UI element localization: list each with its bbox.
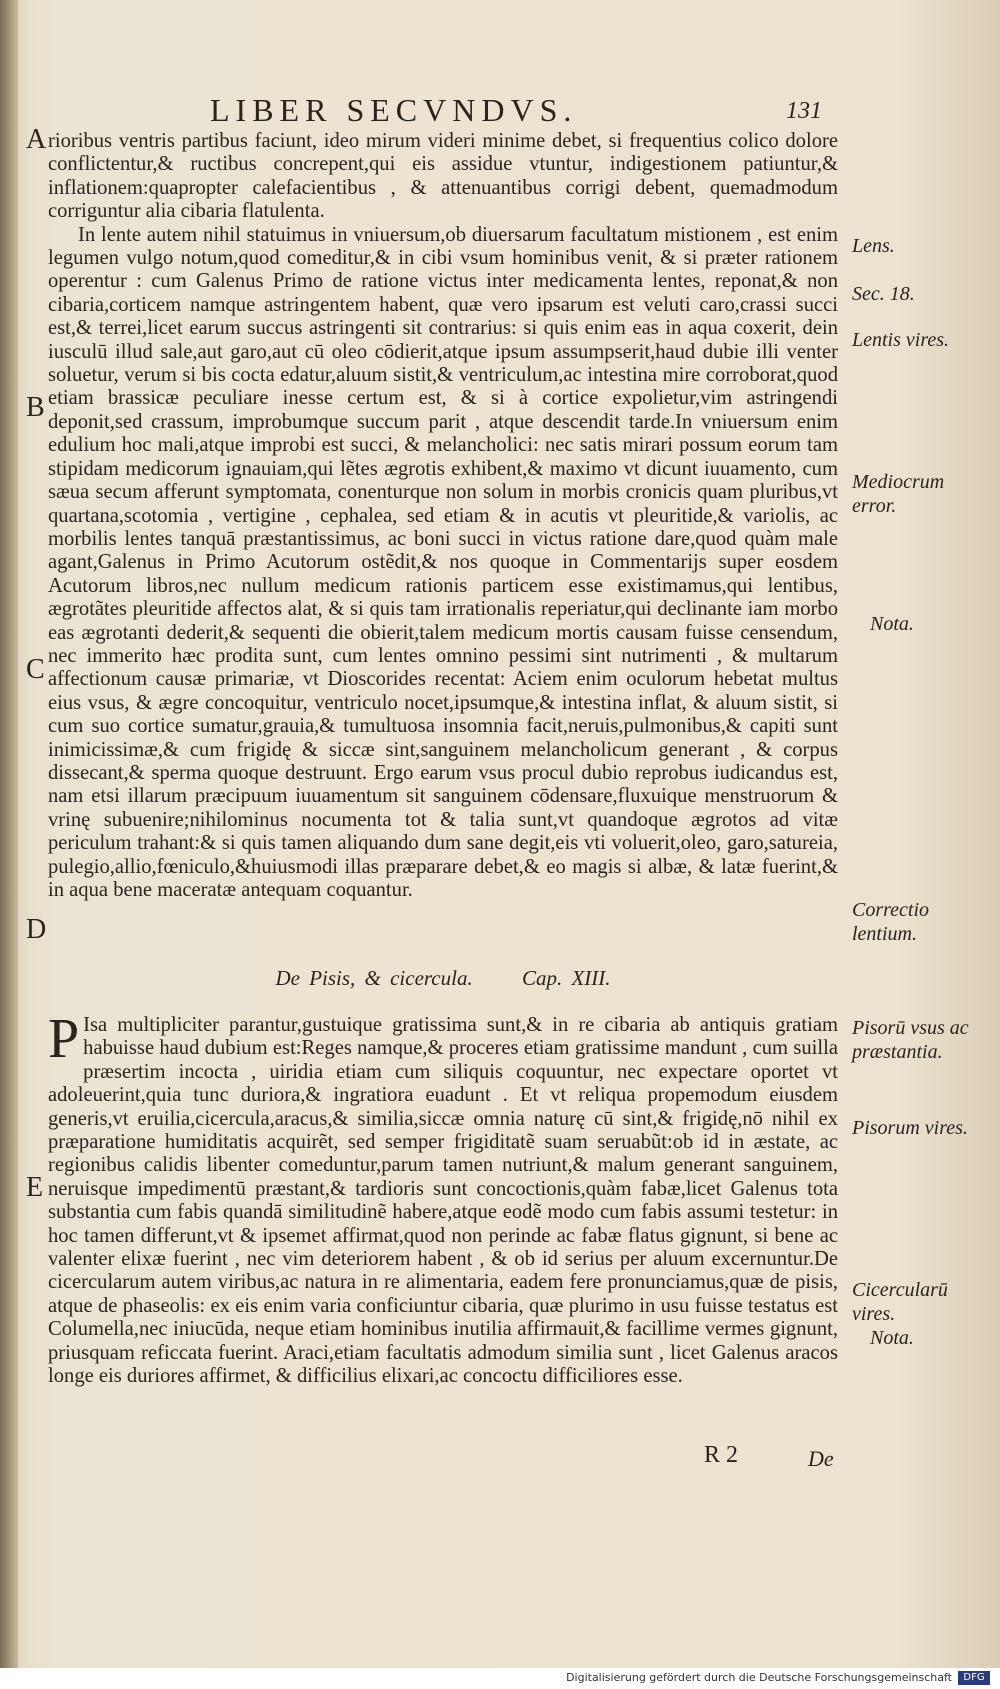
paragraph-1: rioribus ventris partibus faciunt, ideo mirum videri minime debet, si frequentius colico dolore conflictentur,& ructibus concrepent,qui eis assidue vtuntur, indigestionem patiuntur,& inflationem:quapropter calefacientibus , & attenuantibus corrigi debent, quemadmodum corriguntur alia cibaria flatulenta. <box>48 130 838 223</box>
section-letter-d: D <box>26 914 47 945</box>
section-letter-e: E <box>26 1172 44 1203</box>
catchword: De <box>808 1446 834 1471</box>
page-header <box>0 92 1000 132</box>
paragraph-3: Isa multipliciter parantur,gustuique gratissima sunt,& in re cibaria ab antiquis gratiam habuisse haud dubium est:Reges namque,& proceres etiam gratissime mandunt , cum suilla præsertim incocta , uiridia etiam cum siliquis coquuntur, nec expectare oportet vt adoleuerint,quia tunc duriora,& ingratiora euadunt . Et vt reliqua propemodum eiusdem generis,vt eruilia,cicercula,aracus,& similia,siccæ omnia naturę cū sint,& frigidę,nō nihil ex præparatione humiditatis acquirẽt, sed semper frigiditatẽ suam seruabũt:ob id in æstate, ac regionibus calidis libenter comeduntur,parum tamen nutriunt,& malum generant sanguinem, neruisque impedimentū præstant,& tardioris sunt concoctionis,quàm fabæ,licet Galenus tota substantia cum fabis quandā similitudinẽ habere,atque eodẽ modo cum fabis assumi testetur: in hoc tamen differunt,vt & ipsemet affirmat,quod non perinde ac fabæ flatus gignunt, si bene ac valenter elixæ fuerint , nec vim deteriorem habent , & ob id serius per aluum excernuntur.De cicercularum autem viribus,ac natura in re alimentaria, eadem fere pronunciamus,quæ de pisis, atque de phaseolis: ex eis enim varia conficiuntur cibaria, quæ plurimo in usu fuisse testatus est Columella,nec iniucūda, neque etiam hominibus inutilia affirmauit,& facillime vermes gignunt, priusquam reficcata fuerint. Araci,etiam facultatis admodum similia sunt , licet Galenus aracos longe eis duriores affirmet, & difficilius elixari,ac concoctu difficiliores esse. <box>48 1014 838 1388</box>
running-title: LIBER SECVNDVS. <box>210 92 578 128</box>
margin-note-pisorum-vires: Pisorum vires. <box>852 1117 968 1139</box>
chapter-text-block <box>48 1008 838 1389</box>
section-letter-c: C <box>26 654 45 685</box>
page-number: 131 <box>786 98 822 124</box>
drop-cap: P <box>48 1008 80 1070</box>
chapter-heading <box>48 966 838 991</box>
chapter-number: Cap. XIII. <box>521 966 611 990</box>
margin-note-correctio: Correctio lentium. <box>852 899 930 945</box>
margin-note-sec: Sec. 18. <box>852 283 915 305</box>
chapter-title: De Pisis, & cicercula. <box>275 966 473 990</box>
digitization-banner <box>0 1668 1000 1689</box>
section-letter-a: A <box>26 124 47 155</box>
margin-note-pisorum-usus: Pisorū vsus ac præstantia. <box>852 1017 969 1063</box>
banner-text: Digitalisierung gefördert durch die Deutsche Forschungsgemeinschaft <box>566 1671 952 1684</box>
margin-note-nota-2: Nota. <box>870 1327 914 1349</box>
main-text-block <box>48 130 838 902</box>
paragraph-2: In lente autem nihil statuimus in vniuersum,ob diuersarum facultatum mistionem , est enim legumen vulgo notum,quod comeditur,& in cibi vsum hominibus venit, & si præter rationem operentur : cum Galenus Primo de ratione victus inter medicamenta lentes, reponat,& non cibaria,corticem namque astringentem habent, quæ vero ipsarum est veluti caro,crassi succi est,& terrei,licet earum succus astringenti sit contrarius: si quis enim eas in aqua coxerit, dein iusculū illud sale,aut garo,aut cū oleo cōdierit,atque ipsum assumpserit,haud dubie illi venter soluetur, verum si bis cocta edatur,aluum sistit,& ventriculum,ac intestina mire corroborat,quod etiam brassicæ peculiare inesse certum est, & si à cortice expolietur,vim astringendi deponit,sed crassum, improbumque succum parit , atque descendit tarde.In vniuersum enim edulium hoc mali,atque improbi est succi, & melancholici: nec satis mirari possum eorum tam stipidam medicorum ignauiam,qui lẽtes ægrotis exhibent,& maximo vt dicunt iuuamento, cum sæua secum afferunt symptomata, conenturque non solum in morbis cronicis quam pluribus,vt quartana,scotomia , vertigine , cephalea, sed etiam & in acutis vt pleuritide,& variolis, ac morbilis lentes tanquā præstantissimus, ac boni succi in victus ratione dare,quod quàm male agant,Galenus in Primo Acutorum ostẽdit,& nos quoque in Commentarijs super eosdem Acutorum libros,nec nullum medicum rationis particem esse existimamus,qui lentibus, ægrotãtes pleuritide affectos alat, & si quis tam irrationalis reperiatur,qui declinante iam morbo eas ægrotanti dederit,& sequenti die obierit,talem medicum mortis causam fuisse censendum, nec immerito hæc prodita sunt, cum lentes omnino pessimi sint nutrimenti , & multarum affectionum causæ primariæ, vt Dioscorides recentat: Aciem enim oculorum hebetat multus eius vsus, & ægre concoquitur, ventriculo nocet,ipsumque,& intestina inflat, & aluum sistit, si cum suo cortice sumatur,grauia,& tumultuosa insomnia facit,neruis,pulmonibus,& capiti sunt inimicissimæ,& cum frigidę & siccæ sint,sanguinem melancholicum generant , & corpus dissecant,& sperma quoque destruunt. Ergo earum vsus procul dubio reprobus iudicandus est, nam etsi illarum præcipuum iuuamentum sit sanguinem cōdensare,fluxuique menstruorum & vrinę subuenire;nihilominus nocumenta tot & talia sunt,vt quandoque ægrotos ad vitæ periculum trahant:& si quis tamen aliquando dum sane degit,eis vti voluerit,oleo, garo,satureia, pulegio,allio,fœniculo,&huiusmodi illas præparare debet,& eo magis si albæ, & latæ fuerint,& in aqua bene maceratæ antequam coquantur. <box>48 223 838 901</box>
margin-note-cicercularum: Cicercularū vires. <box>852 1279 948 1325</box>
margin-note-lentis-vires: Lentis vires. <box>852 329 950 351</box>
margin-note-nota-1: Nota. <box>870 613 914 635</box>
margin-note-mediocrum-error: Mediocrum error. <box>852 471 945 517</box>
book-binding-edge <box>0 0 18 1668</box>
dfg-logo-icon: DFG <box>958 1671 990 1685</box>
signature-mark: R 2 <box>704 1442 739 1468</box>
margin-note-lens: Lens. <box>852 235 895 257</box>
section-letter-b: B <box>26 392 45 423</box>
